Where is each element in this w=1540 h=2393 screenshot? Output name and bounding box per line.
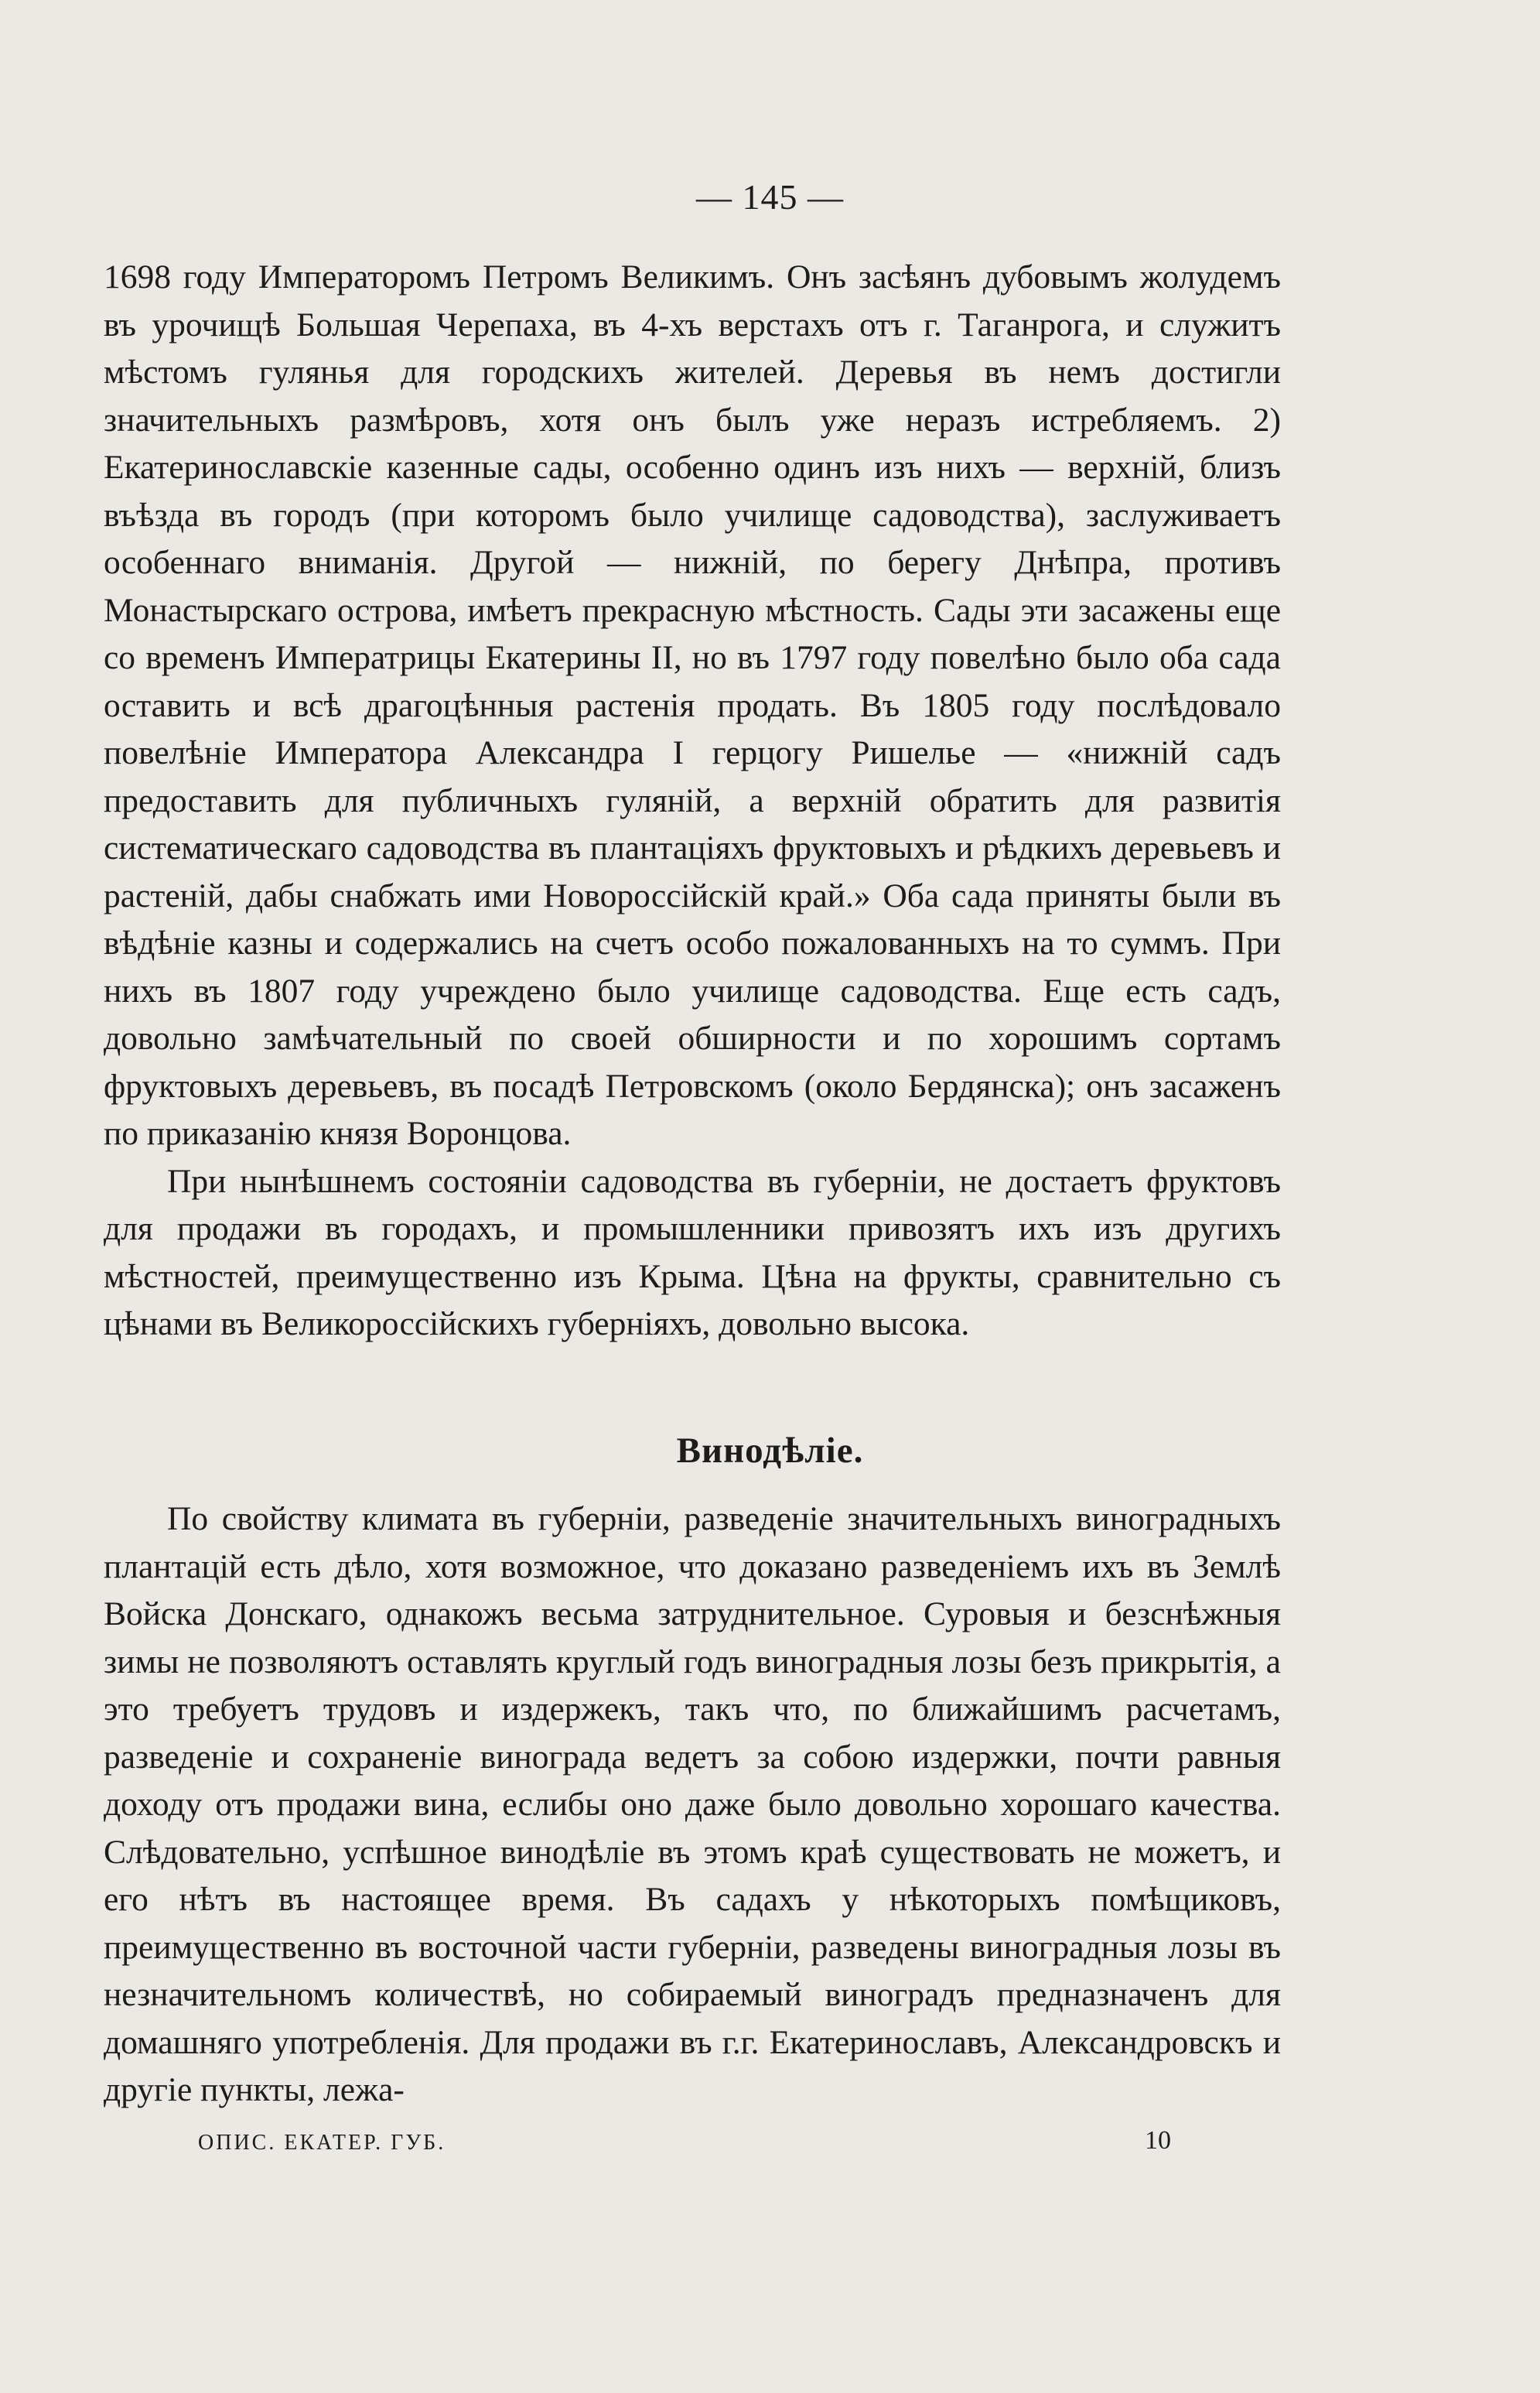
paragraph-gardens: 1698 году Императоромъ Петромъ Великимъ. Онъ засѣянъ дубовымъ жолудемъ въ урочищѣ Большая Черепаха, въ 4-хъ верстахъ отъ г. Таганрога, и служитъ мѣстомъ гулянья для городскихъ жителей. Деревья въ немъ достигли значительныхъ размѣровъ, хотя онъ былъ уже неразъ истребляемъ. 2) Екатеринославскіе казенные сады, особенно одинъ изъ нихъ — верхній, близъ въѣзда въ городъ (при которомъ было училище садоводства), заслуживаетъ особеннаго вниманія. Другой — нижній, по берегу Днѣпра, противъ Монастырскаго острова, имѣетъ прекрасную мѣстность. Сады эти засажены еще со временъ Императрицы Екатерины II, но въ 1797 году повелѣно было оба сада оставить и всѣ драгоцѣнныя растенія продать. Въ 1805 году послѣдовало повелѣніе Императора Александра I герцогу Ришелье — «нижній садъ предоставить для публичныхъ гуляній, а верхній обратить для развитія систематическаго садоводства въ плантаціяхъ фруктовыхъ и рѣдкихъ деревьевъ и растеній, дабы снабжать ими Новороссійскій край.» Оба сада приняты были въ вѣдѣніе казны и содержались на счетъ особо пожалованныхъ на то суммъ. При нихъ въ 1807 году учреждено было училище садоводства. Еще есть садъ, довольно замѣчательный по своей обширности и по хорошимъ сортамъ фруктовыхъ деревьевъ, въ посадѣ Петровскомъ (около Бердянска); онъ засаженъ по приказанію князя Воронцова. (104, 258, 1281, 1152)
section-heading-winemaking: Винодѣліе. (676, 1431, 864, 1471)
paragraph-winemaking: По свойству климата въ губерніи, разведеніе значительныхъ виноградныхъ плантацій есть дѣло, хотя возможное, что доказано разведеніемъ ихъ въ Землѣ Войска Донскаго, однакожъ весьма затруднительное. Суровыя и безснѣжныя зимы не позволяютъ оставлять круглый годъ виноградныя лозы безъ прикрытія, а это требуетъ трудовъ и издержекъ, такъ что, по ближайшимъ расчетамъ, разведеніе и сохраненіе винограда ведетъ за собою издержки, почти равныя доходу отъ продажи вина, еслибы оно даже было довольно хорошаго качества. Слѣдовательно, успѣшное винодѣліе въ этомъ краѣ существовать не можетъ, и его нѣтъ въ настоящее время. Въ садахъ у нѣкоторыхъ помѣщиковъ, преимущественно въ восточной части губерніи, разведены виноградныя лозы въ незначительномъ количествѣ, но собираемый виноградъ предназначенъ для домашняго употребленія. Для продажи въ г.г. Екатеринославъ, Александровскъ и другіе пункты, лежа- (104, 1500, 1281, 2108)
page-number: — 145 — (696, 177, 844, 217)
paragraph-fruit-trade: При нынѣшнемъ состояніи садоводства въ губерніи, не достаетъ фруктовъ для продажи въ городахъ, и промышленники привозятъ ихъ изъ другихъ мѣстностей, преимущественно изъ Крыма. Цѣна на фрукты, сравнительно съ цѣнами въ Великороссійскихъ губерніяхъ, довольно высока. (104, 1162, 1281, 1342)
text-block-top (104, 254, 1281, 1349)
text-block-bottom (104, 1496, 1281, 2114)
footer-signature: ОПИС. ЕКАТЕР. ГУБ. (198, 2131, 446, 2155)
footer-sheet-number: 10 (1145, 2126, 1171, 2155)
